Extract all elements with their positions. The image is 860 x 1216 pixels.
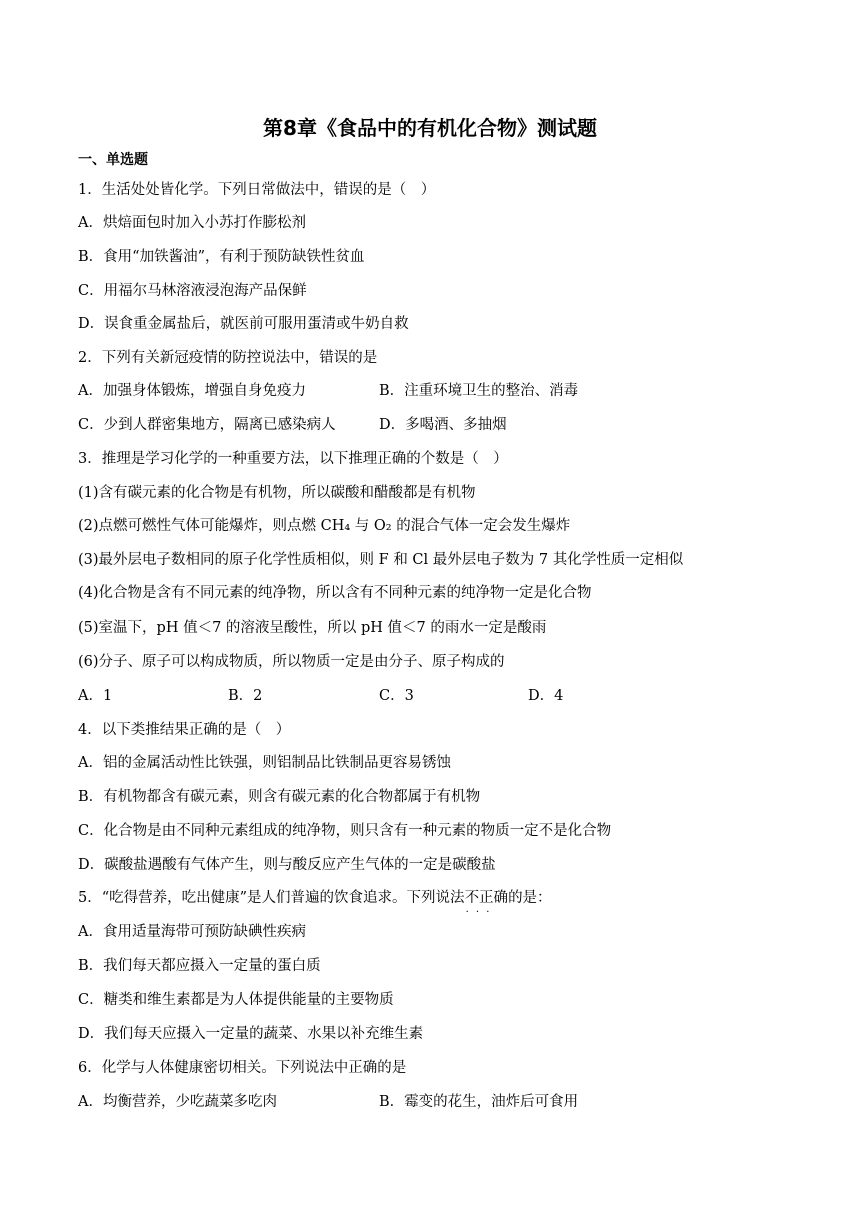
- question-5-option-d: D．我们每天应摄入一定量的蔬菜、水果以补充维生素: [78, 1026, 424, 1042]
- question-5-option-a: A．食用适量海带可预防缺碘性疾病: [78, 924, 306, 940]
- question-1-option-c: C．用福尔马林溶液浸泡海产品保鲜: [78, 283, 307, 299]
- section-heading: 一、单选题: [78, 152, 148, 168]
- question-1-option-d: D．误食重金属盐后，就医前可服用蛋清或牛奶自救: [78, 316, 409, 332]
- question-5-stem: [78, 888, 552, 908]
- document-title: 第8章《食品中的有机化合物》测试题: [263, 116, 597, 140]
- question-1-stem: 1．生活处处皆化学。下列日常做法中，错误的是（ ）: [78, 182, 436, 198]
- question-3-statement-3: (3)最外层电子数相同的原子化学性质相似，则 F 和 Cl 最外层电子数为 7 其化学性质一定相似: [78, 552, 684, 568]
- question-5-option-c: C．糖类和维生素都是为人体提供能量的主要物质: [78, 992, 394, 1008]
- question-3-statement-5: (5)室温下，pH 值＜7 的溶液呈酸性，所以 pH 值＜7 的雨水一定是酸雨: [78, 620, 547, 636]
- question-4-option-b: B．有机物都含有碳元素，则含有碳元素的化合物都属于有机物: [78, 789, 481, 805]
- question-3-statement-6: (6)分子、原子可以构成物质，所以物质一定是由分子、原子构成的: [78, 654, 505, 670]
- question-4-option-a: A．铝的金属活动性比铁强，则铝制品比铁制品更容易锈蚀: [78, 755, 451, 771]
- question-5-option-b: B．我们每天都应摄入一定量的蛋白质: [78, 958, 321, 974]
- question-5-stem-post: 的是：: [508, 890, 552, 906]
- question-2-option-b: B．注重环境卫生的整治、消毒: [379, 383, 579, 399]
- question-3-option-a: A．1: [78, 688, 113, 704]
- question-3-stem: 3．推理是学习化学的一种重要方法，以下推理正确的个数是（ ）: [78, 451, 508, 467]
- question-3-statement-2: (2)点燃可燃性气体可能爆炸，则点燃 CH₄ 与 O₂ 的混合气体一定会发生爆炸: [78, 518, 571, 534]
- question-5-emphasis: 不正确 · · ·: [465, 890, 509, 906]
- question-6-option-b: B．霉变的花生，油炸后可食用: [379, 1094, 579, 1110]
- question-3-statement-1: (1)含有碳元素的化合物是有机物，所以碳酸和醋酸都是有机物: [78, 485, 476, 501]
- question-4-stem: 4．以下类推结果正确的是（ ）: [78, 722, 291, 738]
- question-6-option-a: A．均衡营养，少吃蔬菜多吃肉: [78, 1094, 277, 1110]
- question-4-option-d: D．碳酸盐遇酸有气体产生，则与酸反应产生气体的一定是碳酸盐: [78, 857, 496, 873]
- question-3-option-d: D．4: [528, 688, 564, 704]
- question-1-option-a: A．烘焙面包时加入小苏打作膨松剂: [78, 215, 306, 231]
- question-2-option-a: A．加强身体锻炼，增强自身免疫力: [78, 383, 306, 399]
- question-1-option-b: B．食用“加铁酱油”，有利于预防缺铁性贫血: [78, 249, 365, 265]
- question-5-stem-pre: 5．“吃得营养，吃出健康”是人们普遍的饮食追求。下列说法: [78, 890, 465, 906]
- question-2-option-c: C．少到人群密集地方，隔离已感染病人: [78, 417, 336, 433]
- question-2-stem: 2．下列有关新冠疫情的防控说法中，错误的是: [78, 350, 378, 366]
- question-4-option-c: C．化合物是由不同种元素组成的纯净物，则只含有一种元素的物质一定不是化合物: [78, 823, 612, 839]
- question-6-stem: 6．化学与人体健康密切相关。下列说法中正确的是: [78, 1060, 407, 1076]
- question-2-option-d: D．多喝酒、多抽烟: [379, 417, 507, 433]
- question-3-statement-4: (4)化合物是含有不同元素的纯净物，所以含有不同种元素的纯净物一定是化合物: [78, 585, 592, 601]
- question-3-option-c: C．3: [379, 688, 414, 704]
- question-3-option-b: B．2: [228, 688, 263, 704]
